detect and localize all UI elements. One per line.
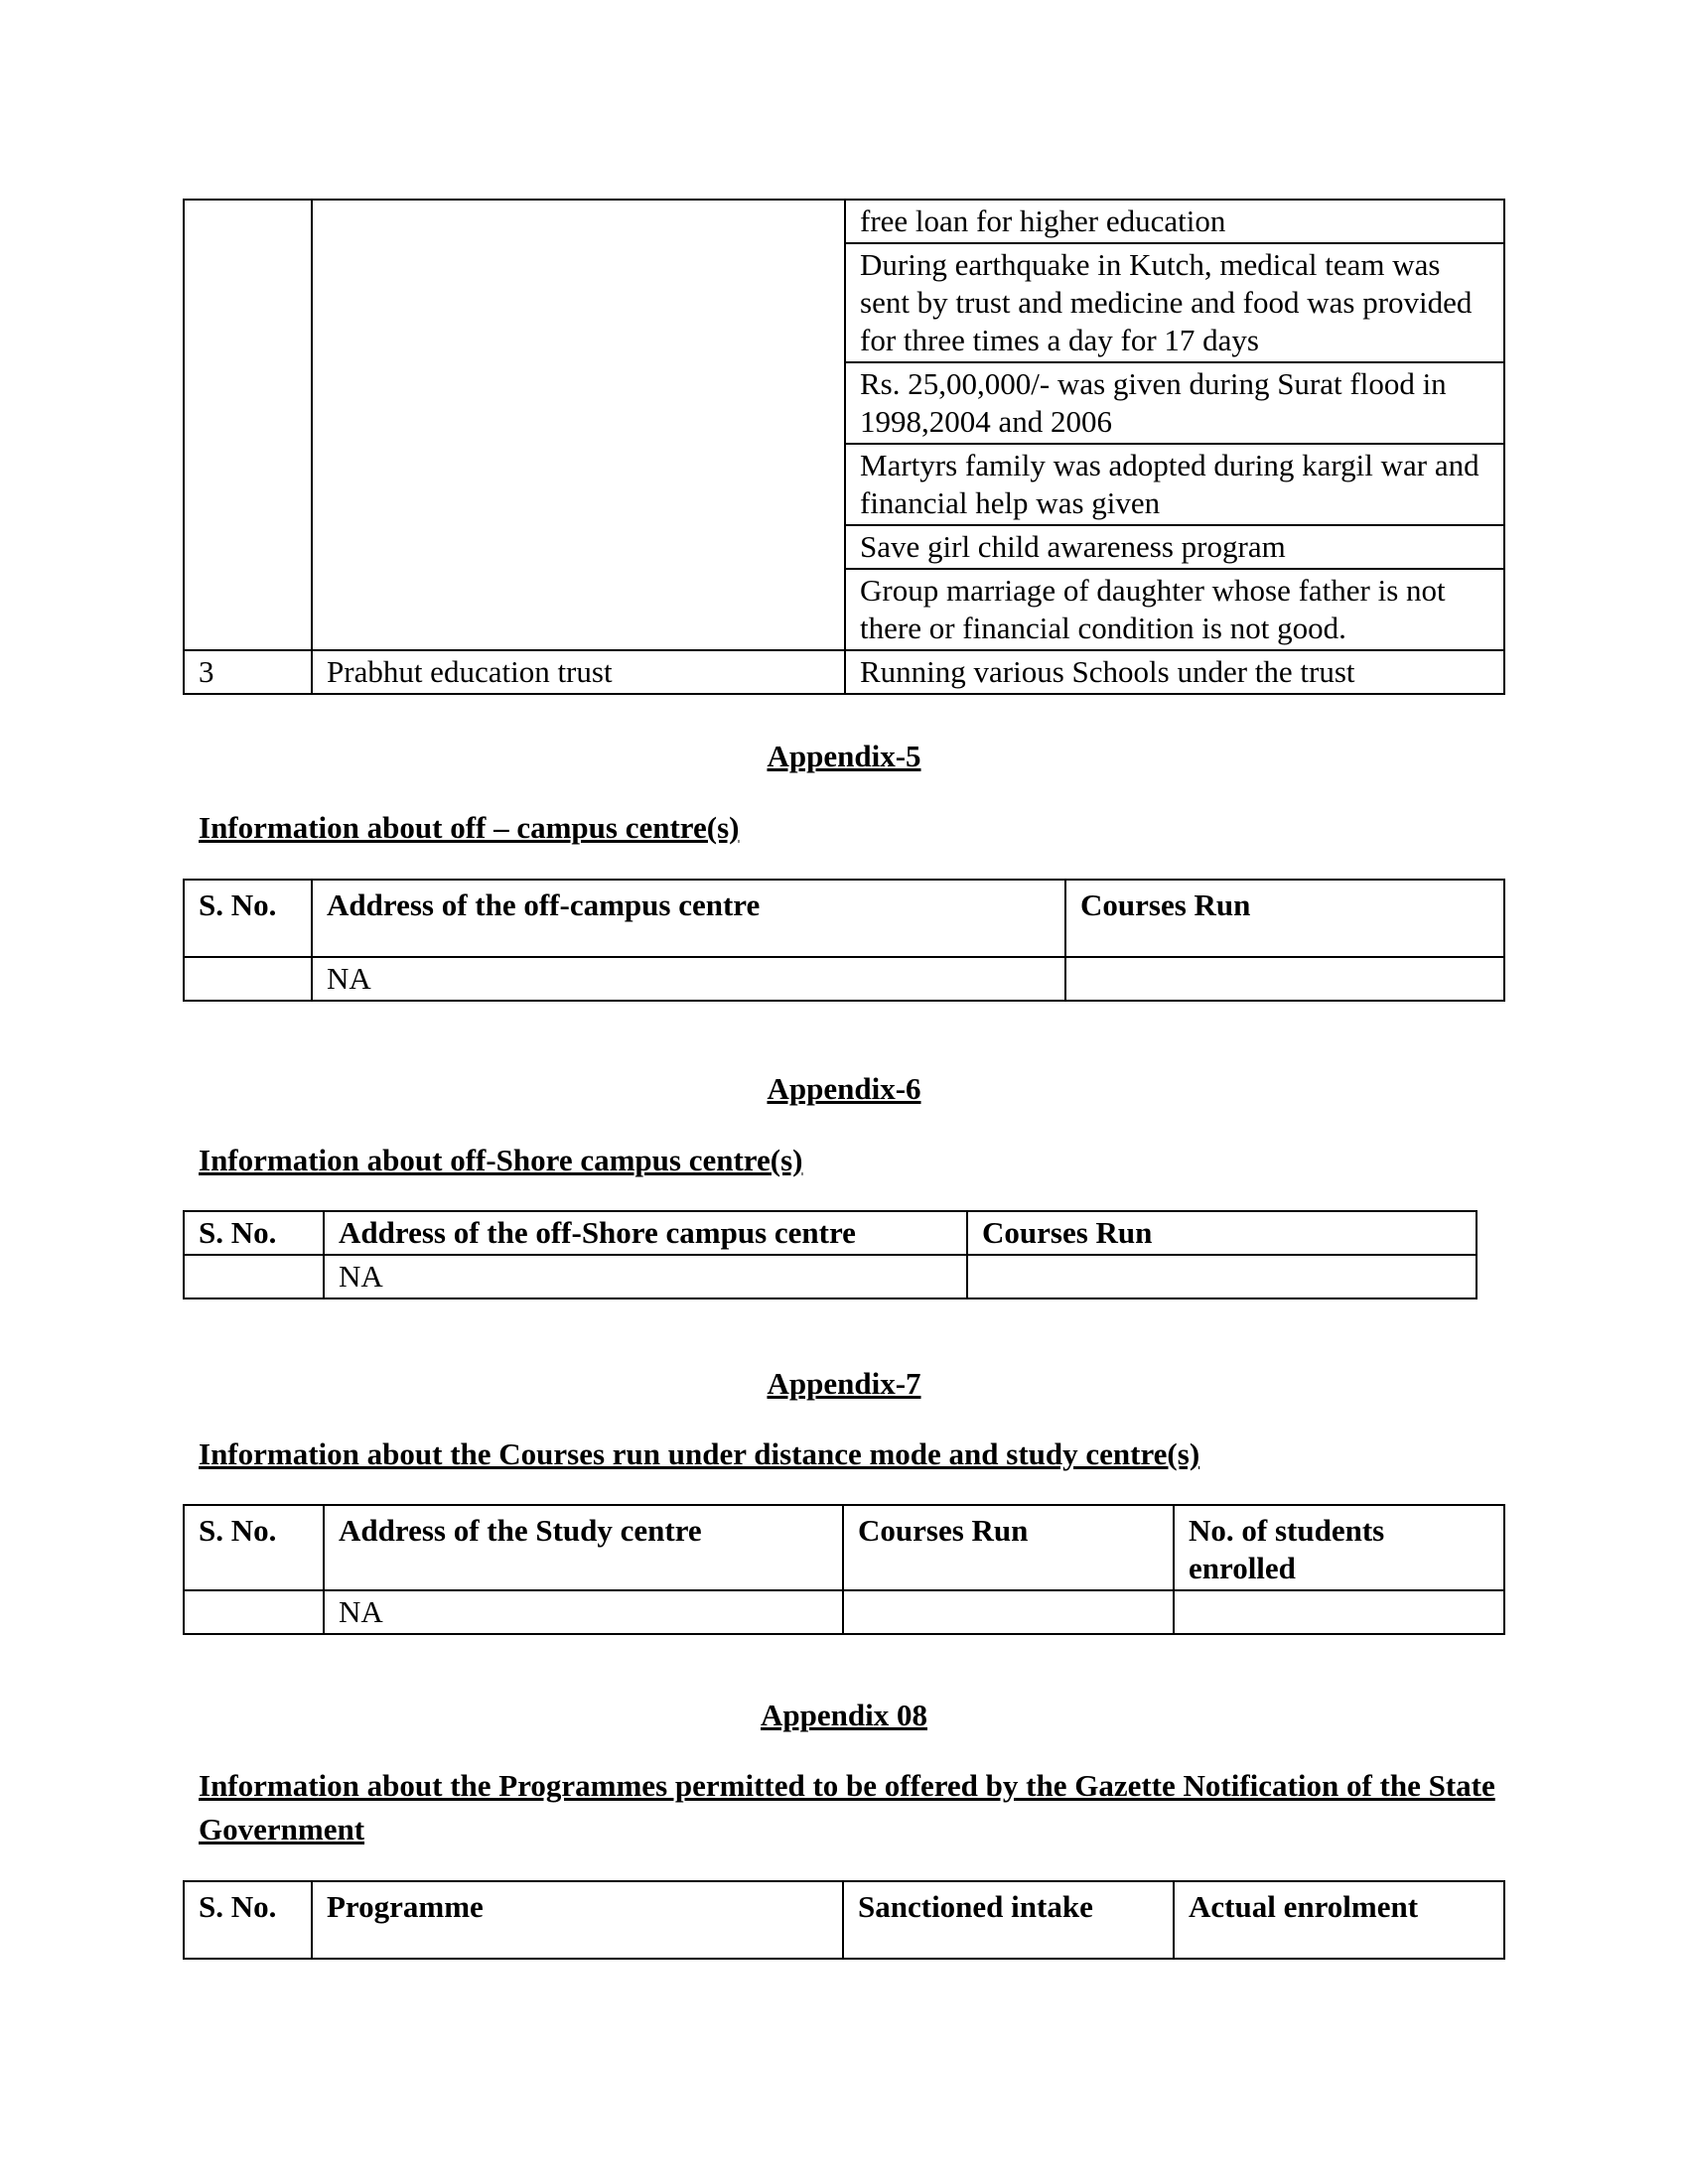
table-cell [184,957,312,1001]
column-header: S. No. [184,1505,324,1590]
table-cell [1065,957,1504,1001]
activity-cell: Save girl child awareness program [845,525,1504,569]
column-header: Courses Run [843,1505,1174,1590]
column-header: Courses Run [1065,880,1504,957]
sno-cell [184,200,312,650]
activity-cell: Group marriage of daughter whose father is not there or financial condition is not good. [845,569,1504,650]
table-cell [1174,1590,1504,1634]
table-cell [184,1255,324,1298]
table-cell: NA [324,1255,967,1298]
column-header: S. No. [184,880,312,957]
column-header: No. of students enrolled [1174,1505,1504,1590]
table-cell [843,1590,1174,1634]
column-header: S. No. [184,1881,312,1959]
column-header: Address of the Study centre [324,1505,843,1590]
table-cell: NA [312,957,1065,1001]
off-campus-table [183,879,1505,1002]
table-header-row [184,1211,1477,1255]
appendix-8-subtitle: Information about the Programmes permitted to be offered by the Gazette Notification of the State Government [199,1768,1495,1846]
table-row [184,650,1504,694]
column-header: Programme [312,1881,843,1959]
table-header-row [184,880,1504,957]
table-header-row [184,1505,1504,1590]
appendix-6-title: Appendix-6 [767,1071,921,1106]
table-cell: NA [324,1590,843,1634]
activity-cell: free loan for higher education [845,200,1504,243]
activity-cell: Running various Schools under the trust [845,650,1504,694]
appendix-7-title: Appendix-7 [767,1366,921,1401]
programmes-table [183,1880,1505,1960]
appendix-6-subtitle: Information about off-Shore campus centre(s) [199,1143,803,1177]
activity-cell: Rs. 25,00,000/- was given during Surat flood in 1998,2004 and 2006 [845,362,1504,444]
off-shore-table [183,1210,1477,1299]
table-row [184,1255,1477,1298]
trust-name-cell [312,200,845,650]
appendix-5-title: Appendix-5 [767,739,921,773]
table-row [184,957,1504,1001]
column-header: Address of the off-campus centre [312,880,1065,957]
distance-mode-table [183,1504,1505,1635]
trust-name-cell: Prabhut education trust [312,650,845,694]
table-row [184,1590,1504,1634]
table-cell [967,1255,1477,1298]
appendix-7-subtitle: Information about the Courses run under distance mode and study centre(s) [199,1436,1200,1471]
column-header: Actual enrolment [1174,1881,1504,1959]
trust-activities-table [183,199,1505,695]
table-row [184,200,1504,243]
activity-cell: During earthquake in Kutch, medical team was sent by trust and medicine and food was provided for three times a day for 17 days [845,243,1504,362]
table-cell [184,1590,324,1634]
column-header: S. No. [184,1211,324,1255]
sno-cell: 3 [184,650,312,694]
appendix-5-subtitle: Information about off – campus centre(s) [199,810,740,845]
column-header: Sanctioned intake [843,1881,1174,1959]
column-header: Address of the off-Shore campus centre [324,1211,967,1255]
column-header: Courses Run [967,1211,1477,1255]
appendix-8-title: Appendix 08 [761,1698,927,1732]
table-header-row [184,1881,1504,1959]
activity-cell: Martyrs family was adopted during kargil war and financial help was given [845,444,1504,525]
